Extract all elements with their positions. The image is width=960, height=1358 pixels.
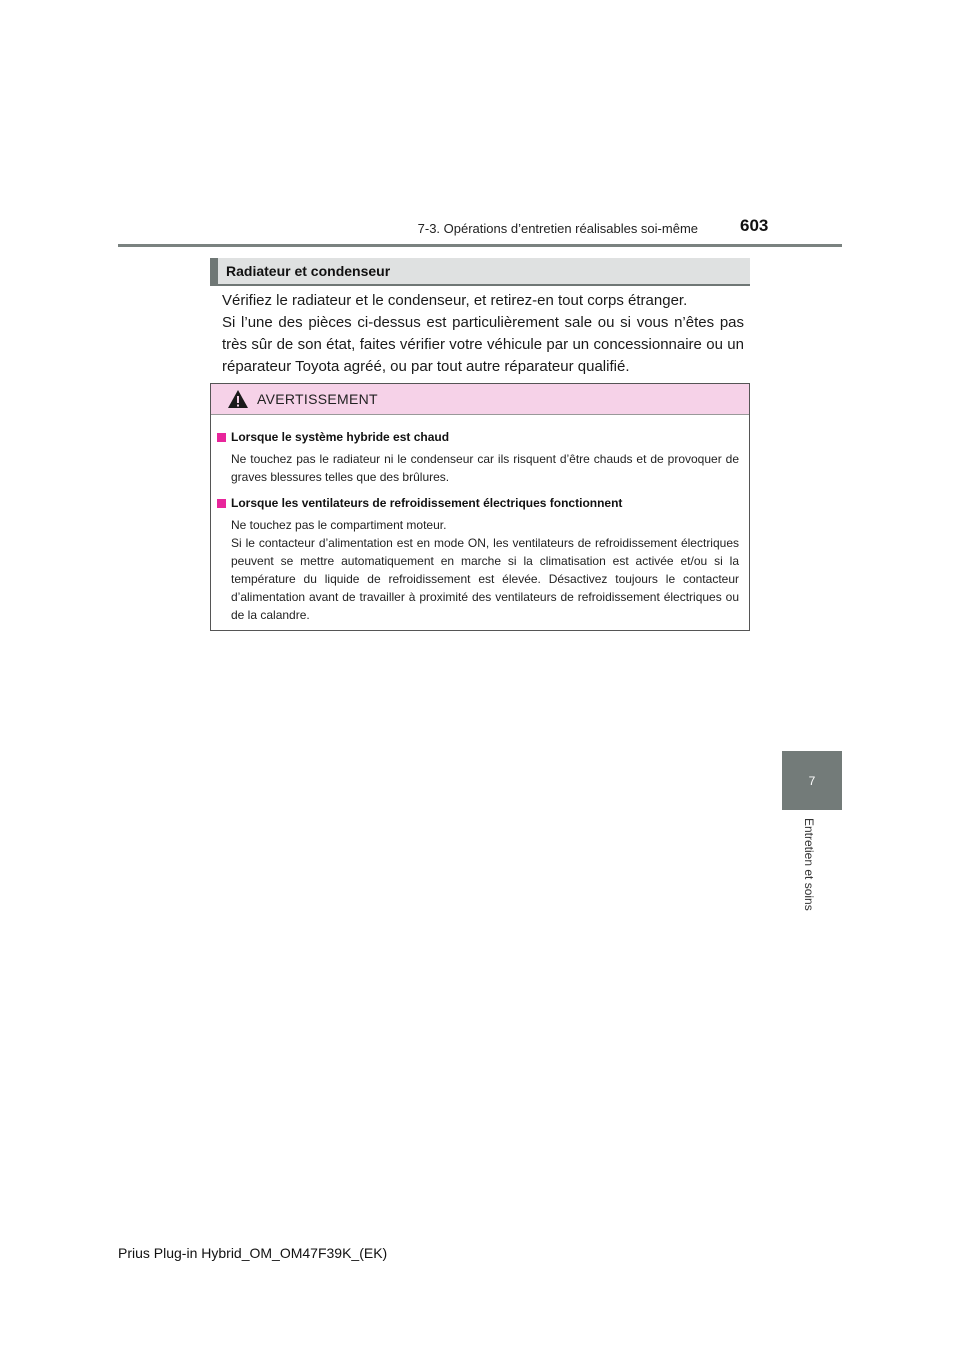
bullet-square-icon	[217, 433, 226, 442]
section-heading	[210, 258, 750, 286]
bullet-square-icon	[217, 499, 226, 508]
warning-line: Si le contacteur d’alimentation est en mode ON, les ventilateurs de refroidissement électriques peuvent se mettre automatiquement en marche si la climatisation est activée et/ou si la température du liquide de refroidissement est élevée. Désactivez toujours le contacteur d’alimentation avant de travailler à proximité des ventilateurs de refroidissement électriques ou de la calandre.	[231, 536, 739, 622]
warning-item-title	[217, 495, 739, 511]
warning-triangle-icon	[227, 389, 249, 409]
body-paragraph: Si l’une des pièces ci-dessus est particulièrement sale ou si vous n’êtes pas très sûr de son état, faites vérifier votre véhicule par un concessionnaire ou un réparateur Toyota agréé, ou par tout autre réparateur qualifié.	[222, 314, 744, 375]
warning-body	[211, 415, 749, 624]
section-title: Radiateur et condenseur	[226, 263, 391, 279]
warning-box	[210, 383, 750, 631]
warning-line: Ne touchez pas le radiateur ni le condenseur car ils risquent d’être chauds et de provoquer de graves blessures telles que des brûlures.	[231, 452, 739, 484]
warning-item	[217, 429, 739, 486]
warning-item-title-text: Lorsque le système hybride est chaud	[231, 430, 450, 444]
heading-accent-bar	[210, 258, 218, 284]
page-number: 603	[740, 216, 769, 235]
running-header: 7-3. Opérations d’entretien réalisables soi-même	[417, 221, 698, 236]
document-footer: Prius Plug-in Hybrid_OM_OM47F39K_(EK)	[118, 1245, 388, 1261]
warning-line: Ne touchez pas le compartiment moteur.	[231, 518, 447, 532]
warning-item-title	[217, 429, 739, 445]
chapter-title: Entretien et soins	[802, 818, 816, 911]
header-divider	[118, 244, 842, 247]
warning-item-text	[231, 450, 739, 486]
section-body	[222, 290, 744, 378]
chapter-number: 7	[808, 773, 816, 788]
warning-item-text	[231, 516, 739, 624]
warning-label: AVERTISSEMENT	[257, 391, 378, 407]
body-paragraph: Vérifiez le radiateur et le condenseur, et retirez-en tout corps étranger.	[222, 292, 688, 309]
warning-item	[217, 495, 739, 624]
warning-header	[211, 384, 749, 415]
chapter-tab	[782, 751, 842, 810]
warning-item-title-text: Lorsque les ventilateurs de refroidissement électriques fonctionnent	[231, 496, 623, 510]
